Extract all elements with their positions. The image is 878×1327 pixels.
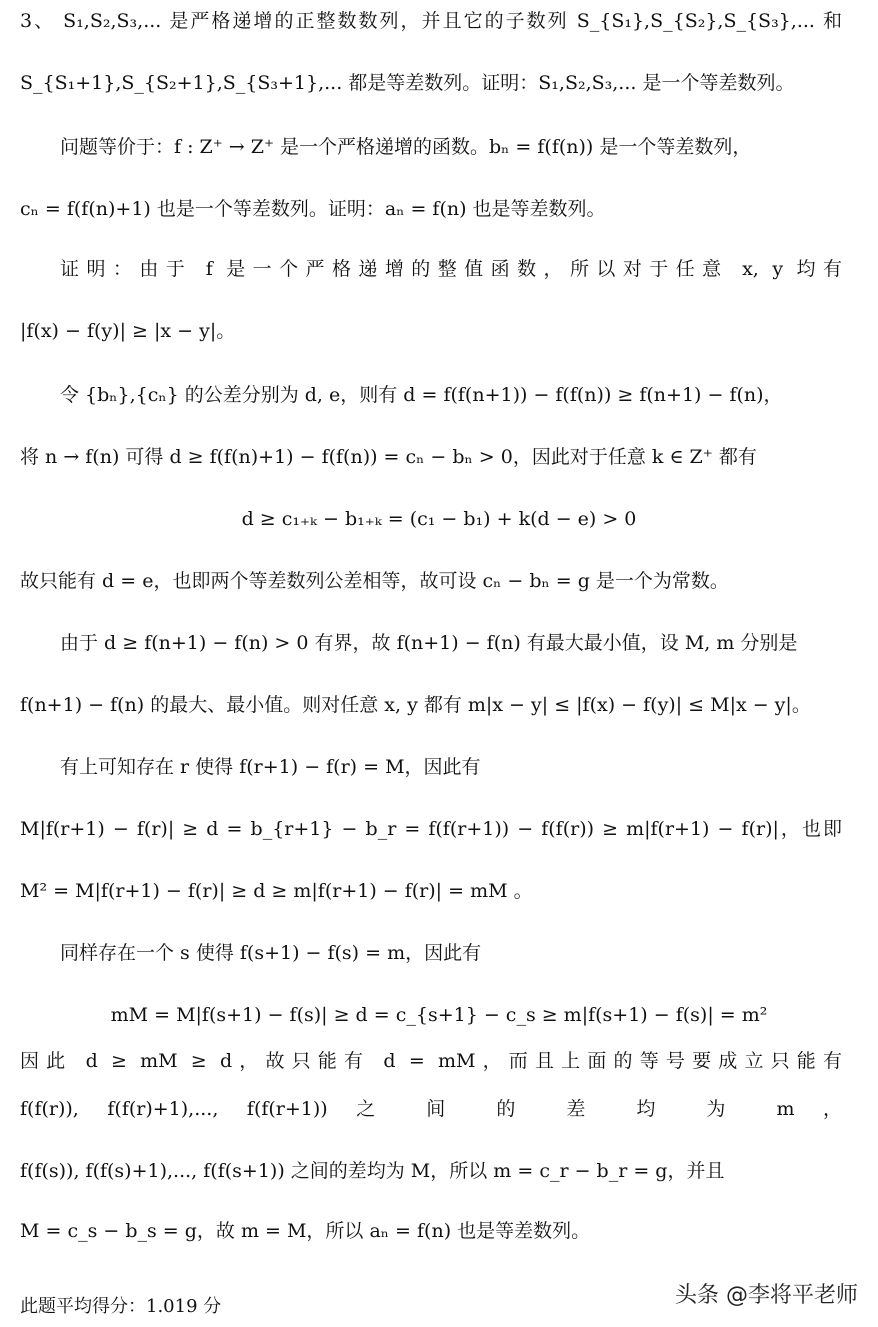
max-min-line: f(n+1) − f(n) 的最大、最小值。则对任意 x, y 都有 m|x − y| ≤ |f(x) − f(y)| ≤ M|x − y|。 [20,694,811,716]
average-score: 此题平均得分：1.019 分 [20,1296,222,1317]
chain-r-line: M|f(r+1) − f(r)| ≥ d = b_{r+1} − b_r = f(f(r+1)) − f(f(r)) ≥ m|f(r+1) − f(r)|，也即 [20,818,842,840]
conclusion-d-equals-e: 故只能有 d = e，也即两个等差数列公差相等，故可设 cₙ − bₙ = g 是一个为常数。 [20,570,729,592]
restatement-line-2: cₙ = f(f(n)+1) 也是一个等差数列。证明：aₙ = f(n) 也是等差数列。 [20,198,606,220]
differences-r-line: f(f(r)), f(f(r)+1),..., f(f(r+1)) 之 间 的 差 均 为 m ， [20,1098,842,1120]
proof-intro-line: 证明：由于 f 是一个严格递增的整值函数，所以对于任意 x, y 均有 [60,258,842,280]
problem-statement-line-1: 3、 S₁,S₂,S₃,... 是严格递增的正整数数列，并且它的子数列 S_{S₁},S_{S₂},S_{S₃},... 和 [20,10,842,32]
author-watermark: 头条 @李将平老师 [675,1283,858,1308]
display-equation-2: mM = M|f(s+1) − f(s)| ≥ d = c_{s+1} − c_s ≥ m|f(s+1) − f(s)| = m² [110,1004,768,1026]
final-conclusion-line: M = c_s − b_s = g，故 m = M，所以 aₙ = f(n) 也是等差数列。 [20,1220,591,1242]
display-equation-1: d ≥ c₁₊ₖ − b₁₊ₖ = (c₁ − b₁) + k(d − e) > 0 [241,508,637,530]
substitution-line: 将 n → f(n) 可得 d ≥ f(f(n)+1) − f(f(n)) = cₙ − bₙ > 0，因此对于任意 k ∈ Z⁺ 都有 [20,446,757,468]
restatement-line-1: 问题等价于：f : Z⁺ → Z⁺ 是一个严格递增的函数。bₙ = f(f(n)) 是一个等差数列， [60,136,752,158]
inequality-line: |f(x) − f(y)| ≥ |x − y|。 [20,320,236,342]
bounded-line: 由于 d ≥ f(n+1) − f(n) > 0 有界，故 f(n+1) − f(n) 有最大最小值，设 M, m 分别是 [60,632,798,654]
existence-s-line: 同样存在一个 s 使得 f(s+1) − f(s) = m，因此有 [60,942,482,964]
existence-r-line: 有上可知存在 r 使得 f(r+1) − f(r) = M，因此有 [60,756,481,778]
differences-s-line: f(f(s)), f(f(s)+1),..., f(f(s+1)) 之间的差均为 M，所以 m = c_r − b_r = g，并且 [20,1160,725,1182]
m-squared-line: M² = M|f(r+1) − f(r)| ≥ d ≥ m|f(r+1) − f(r)| = mM 。 [20,880,533,902]
problem-statement-line-2: S_{S₁+1},S_{S₂+1},S_{S₃+1},... 都是等差数列。证明：S₁,S₂,S₃,... 是一个等差数列。 [20,72,795,94]
therefore-line: 因此 d ≥ mM ≥ d，故只能有 d = mM，而且上面的等号要成立只能有 [20,1050,842,1072]
common-difference-line: 令 {bₙ},{cₙ} 的公差分别为 d, e，则有 d = f(f(n+1)) − f(f(n)) ≥ f(n+1) − f(n)， [60,384,783,406]
